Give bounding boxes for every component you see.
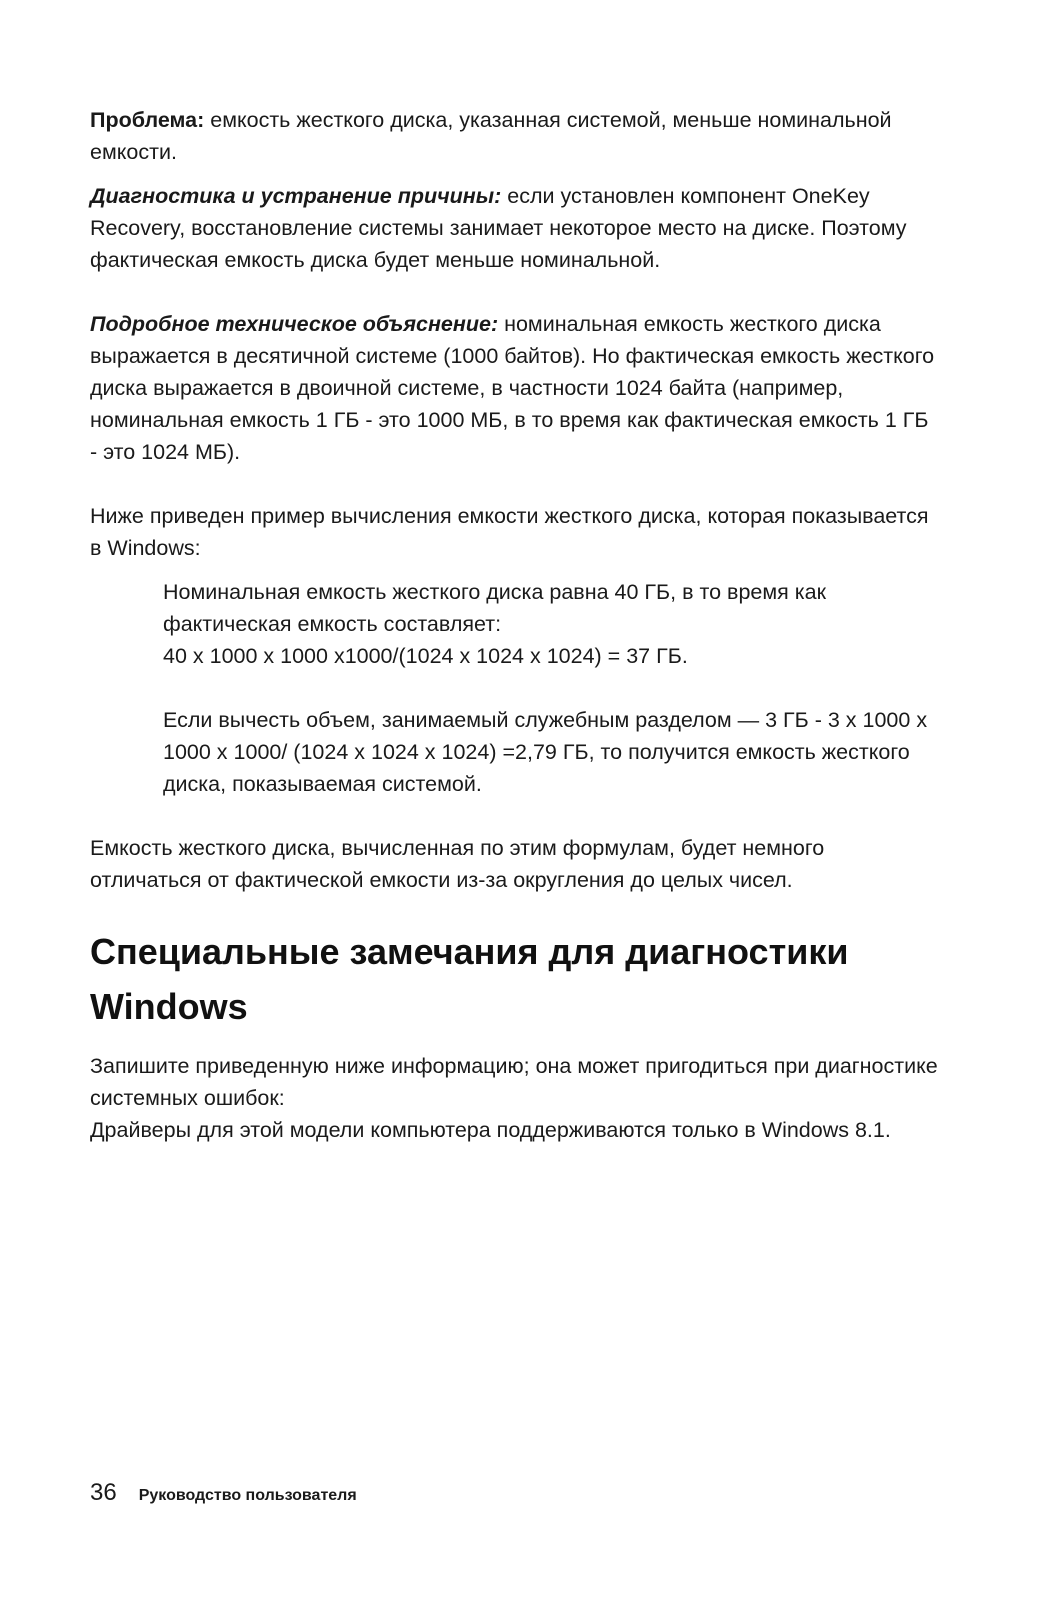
section-heading: Специальные замечания для диагностики Windows xyxy=(90,931,849,1027)
problem-label: Проблема: xyxy=(90,108,205,132)
diagnosis-text: если установлен компонент OneKey Recovery, восстановление системы занимает некоторое место на диске. Поэтому фактическая емкость диска будет меньше номинальной. xyxy=(90,184,907,272)
diagnosis-label: Диагностика и устранение причины: xyxy=(90,184,502,208)
page-footer xyxy=(90,1479,357,1507)
diagnosis-paragraph xyxy=(90,180,940,276)
page-content xyxy=(90,104,940,1146)
example-1-formula: 40 x 1000 x 1000 x1000/(1024 x 1024 x 1024) = 37 ГБ. xyxy=(163,644,688,668)
technical-label: Подробное техническое объяснение: xyxy=(90,312,499,336)
technical-paragraph xyxy=(90,308,940,468)
footer-title: Руководство пользователя xyxy=(138,1487,357,1504)
rounding-note: Емкость жесткого диска, вычисленная по этим формулам, будет немного отличаться от фактической емкости из-за округления до целых чисел. xyxy=(90,836,825,892)
section-paragraph-2: Драйверы для этой модели компьютера поддерживаются только в Windows 8.1. xyxy=(90,1118,891,1142)
technical-text: номинальная емкость жесткого диска выражается в десятичной системе (1000 байтов). Но фактическая емкость жесткого диска выражается в двоичной системе, в частности 1024 байта (например, номинальная емкость 1 ГБ - это 1000 МБ, в то время как фактическая емкость 1 ГБ - это 1024 МБ). xyxy=(90,312,935,464)
problem-text: емкость жесткого диска, указанная системой, меньше номинальной емкости. xyxy=(90,108,892,164)
example-2-paragraph: Если вычесть объем, занимаемый служебным разделом — 3 ГБ - 3 x 1000 x 1000 x 1000/ (1024 x 1024 x 1024) =2,79 ГБ, то получится емкость жесткого диска, показываемая системой. xyxy=(163,708,928,796)
page-number: 36 xyxy=(90,1479,117,1506)
problem-paragraph xyxy=(90,104,940,168)
section-paragraph-1: Запишите приведенную ниже информацию; она может пригодиться при диагностике системных ошибок: xyxy=(90,1054,938,1110)
example-1-description: Номинальная емкость жесткого диска равна 40 ГБ, в то время как фактическая емкость составляет: xyxy=(163,580,827,636)
example-intro: Ниже приведен пример вычисления емкости жесткого диска, которая показывается в Windows: xyxy=(90,504,929,560)
